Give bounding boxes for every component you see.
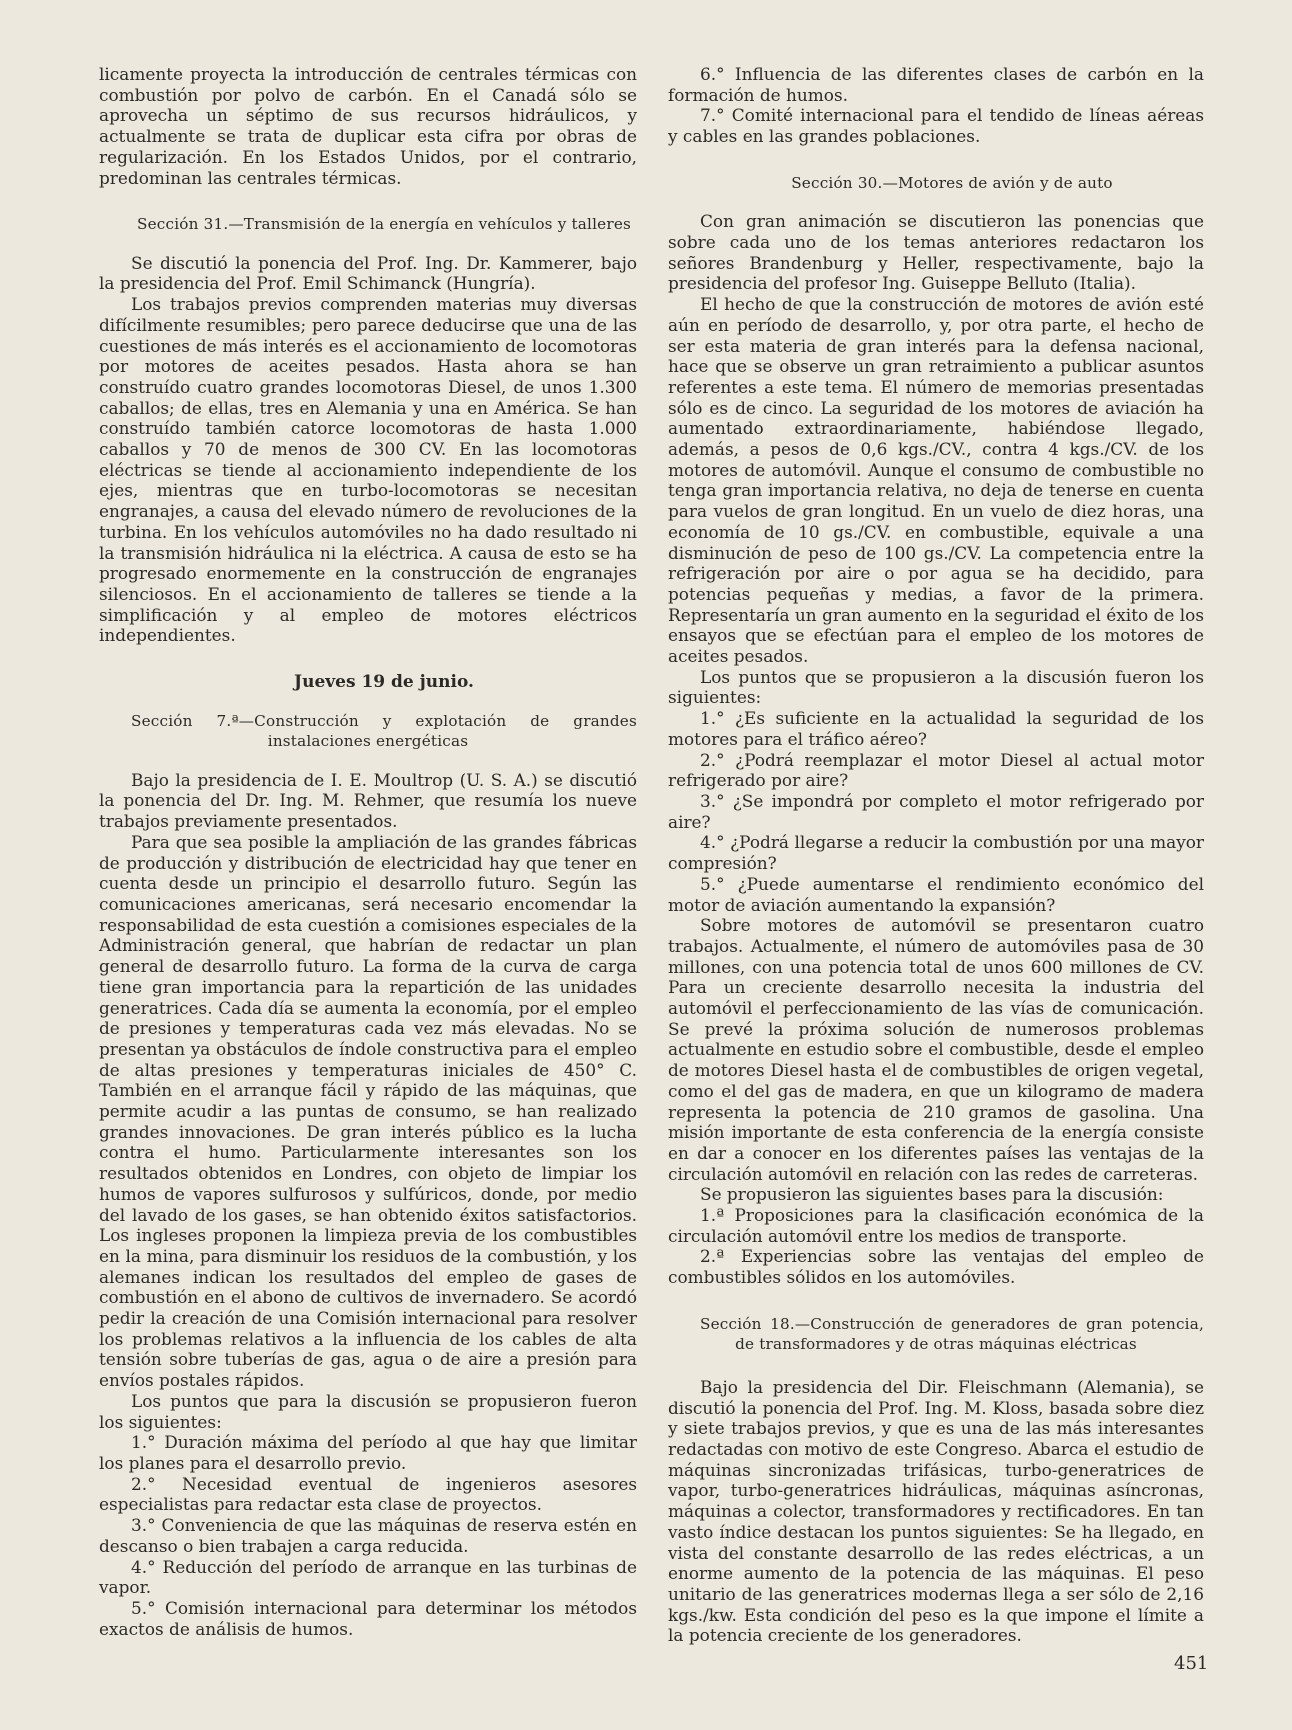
date-heading: Jueves 19 de junio. (294, 672, 474, 693)
section31-paragraph: Los trabajos previos comprenden materias muy diversas difícilmente resumibles; pero parece deducirse que una de las cuestiones de más interés es el accionamiento de locomotoras por motores de aceites pesados. Hasta ahora se han construído cuatro grandes locomotoras Diesel, de unos 1.300 caballos; de ellas, tres en Alemania y una en América. Se han construído también catorce locomotoras de hasta 1.000 caballos y 70 de menos de 300 CV. En las locomotoras eléctricas se tiende al accionamiento independiente de los ejes, mientras que en turbo-locomotoras se necesitan engranajes, a causa del elevado número de revoluciones de la turbina. En los vehículos automóviles no ha dado resultado ni la transmisión hidráulica ni la eléctrica. A causa de esto se ha progresado enormemente en la construcción de engranajes silenciosos. En el accionamiento de talleres se tiende a la simplificación y al empleo de motores eléctricos independientes. (99, 294, 637, 646)
list-item: 3.° Conveniencia de que las máquinas de reserva estén en descanso o bien trabajen a carga reducida. (99, 1515, 637, 1556)
section18-paragraph: Bajo la presidencia del Dir. Fleischmann (Alemania), se discutió la ponencia del Prof. Ing. M. Kloss, basada sobre diez y siete trabajos previos, y que es una de las más interesantes redactadas con motivo de este Congreso. Abarca el estudio de máquinas sincronizadas trifásicas, turbo-generatrices de vapor, turbo-generatrices hidráulicas, máquinas asíncronas, máquinas a colector, transformadores y rectificadores. En tan vasto índice destacan los puntos siguientes: Se ha llegado, en vista del constante desarrollo de las redes eléctricas, a un enorme aumento de la potencia de las máquinas. El peso unitario de las generatrices modernas llega a ser sólo de 2,16 kgs./kw. Esta condición del peso es la que impone el límite a la potencia creciente de los generadores. (668, 1376, 1204, 1646)
list-item: 7.° Comité internacional para el tendido de líneas aéreas y cables en las grandes poblaciones. (668, 105, 1204, 147)
list-item: 1.° Duración máxima del período al que hay que limitar los planes para el desarrollo previo. (99, 1432, 637, 1473)
list-item: 5.° Comisión internacional para determinar los métodos exactos de análisis de humos. (99, 1597, 637, 1639)
section7-paragraph: Para que sea posible la ampliación de las grandes fábricas de producción y distribución de electricidad hay que tener en cuenta desde un principio el desarrollo futuro. Según las comunicaciones americanas, será necesario encomendar la responsabilidad de esta cuestión a comisiones especiales de la Administración general, que habrían de redactar un plan general de desarrollo futuro. La forma de la curva de carga tiene gran importancia para la repartición de las unidades generatrices. Cada día se aumenta la economía, por el empleo de presiones y temperaturas cada vez más elevadas. No se presentan ya obstáculos de índole constructiva para el empleo de altas presiones y temperaturas iniciales de 450° C. También en el arranque fácil y rápido de las máquinas, que permite acudir a las puntas de consumo, se han realizado grandes innovaciones. De gran interés público es la lucha contra el humo. Particularmente interesantes son los resultados obtenidos en Londres, con objeto de limpiar los humos de vapores sulfurosos y sulfúricos, donde, por medio del lavado de los gases, se han obtenido éxitos satisfactorios. Los ingleses proponen la limpieza previa de los combustibles en la mina, para disminuir los residuos de la combustión, y los alemanes indican los resultados del empleo de gases de combustión en el abono de cultivos de invernadero. Se acordó pedir la creación de una Comisión internacional para resolver los problemas relativos a la influencia de los cables de alta tensión sobre tuberías de gas, agua o de aire a presión para envíos postales rápidos. (99, 831, 637, 1391)
list-item: 1.ª Proposiciones para la clasificación económica de la circulación automóvil entre los medios de transporte. (668, 1205, 1204, 1246)
list-item: 2.° ¿Podrá reemplazar el motor Diesel al actual motor refrigerado por aire? (668, 749, 1204, 791)
right-column (668, 64, 1204, 1646)
page-number: 451 (1174, 1653, 1209, 1674)
section30-paragraph: Con gran animación se discutieron las ponencias que sobre cada uno de los temas anteriores redactaron los señores Brandenburg y Heller, respectivamente, bajo la presidencia del profesor Ing. Guiseppe Belluto (Italia). (668, 211, 1204, 294)
section30-paragraph: Sobre motores de automóvil se presentaron cuatro trabajos. Actualmente, el número de automóviles pasa de 30 millones, con una potencia total de unos 600 millones de CV. Para un creciente desarrollo necesita la industria del automóvil el perfeccionamiento de las vías de comunicación. Se prevé la próxima solución de numerosos problemas actualmente en estudio sobre el combustible, desde el empleo de motores Diesel hasta el de combustibles de origen vegetal, como el del gas de madera, en que un kilogramo de madera representa la potencia de 210 gramos de gasolina. Una misión importante de esta conferencia de la energía consiste en dar a conocer en los diferentes países las ventajas de la circulación automóvil en relación con las redes de carreteras. (668, 915, 1204, 1184)
list-item: 4.° ¿Podrá llegarse a reducir la combustión por una mayor compresión? (668, 832, 1204, 874)
section7-paragraph: Los puntos que para la discusión se propusieron fueron los siguientes: (99, 1390, 637, 1432)
section31-heading: Sección 31.—Transmisión de la energía en vehículos y talleres (136, 215, 632, 234)
section7-paragraph: Bajo la presidencia de I. E. Moultrop (U. S. A.) se discutió la ponencia del Dr. Ing. M. Rehmer, que resumía los nueve trabajos previamente presentados. (99, 769, 637, 832)
left-column (99, 64, 637, 1639)
section30-paragraph: Los puntos que se propusieron a la discusión fueron los siguientes: (668, 666, 1204, 708)
list-item: 2.° Necesidad eventual de ingenieros asesores especialistas para redactar esta clase de proyectos. (99, 1473, 637, 1515)
list-item: 4.° Reducción del período de arranque en las turbinas de vapor. (99, 1556, 637, 1598)
list-item: 2.ª Experiencias sobre las ventajas del empleo de combustibles sólidos en los automóviles. (668, 1246, 1204, 1288)
intro-paragraph: licamente proyecta la introducción de centrales térmicas con combustión por polvo de carbón. En el Canadá sólo se aprovecha un séptimo de sus recursos hidráulicos, y actualmente se trata de duplicar esta cifra por obras de regularización. En los Estados Unidos, por el contrario, predominan las centrales térmicas. (99, 64, 637, 188)
section18-heading: Sección 18.—Construcción de generadores de gran potencia, de transformadores y de otras máquinas eléctricas (700, 1314, 1204, 1354)
section31-paragraph: Se discutió la ponencia del Prof. Ing. Dr. Kammerer, bajo la presidencia del Prof. Emil Schimanck (Hungría). (99, 252, 637, 294)
list-item: 3.° ¿Se impondrá por completo el motor refrigerado por aire? (668, 791, 1204, 832)
section7-heading: Sección 7.ª—Construcción y explotación de grandes instalaciones energéticas (131, 711, 637, 751)
section30-heading: Sección 30.—Motores de avión y de auto (791, 173, 1113, 192)
section30-paragraph: El hecho de que la construcción de motores de avión esté aún en período de desarrollo, y, por otra parte, el hecho de ser esta materia de gran interés para la defensa nacional, hace que se observe un gran retraimiento a publicar asuntos referentes a este tema. El número de memorias presentadas sólo es de cinco. La seguridad de los motores de aviación ha aumentado extraordinariamente, habiéndose llegado, además, a pesos de 0,6 kgs./CV., contra 4 kgs./CV. de los motores de automóvil. Aunque el consumo de combustible no tenga gran importancia relativa, no deja de tenerse en cuenta para vuelos de gran longitud. En un vuelo de diez horas, una economía de 10 gs./CV. en combustible, equivale a una disminución de peso de 100 gs./CV. La competencia entre la refrigeración por aire o por agua se ha decidido, para potencias pequeñas y medias, a favor de la primera. Representaría un gran aumento en la seguridad el éxito de los ensayos que se efectúan para el empleo de los motores de aceites pesados. (668, 294, 1204, 667)
section30-paragraph: Se propusieron las siguientes bases para la discusión: (700, 1184, 1164, 1205)
list-item: 5.° ¿Puede aumentarse el rendimiento económico del motor de aviación aumentando la expansión? (668, 873, 1204, 915)
list-item: 6.° Influencia de las diferentes clases de carbón en la formación de humos. (668, 64, 1204, 105)
list-item: 1.° ¿Es suficiente en la actualidad la seguridad de los motores para el tráfico aéreo? (668, 708, 1204, 749)
